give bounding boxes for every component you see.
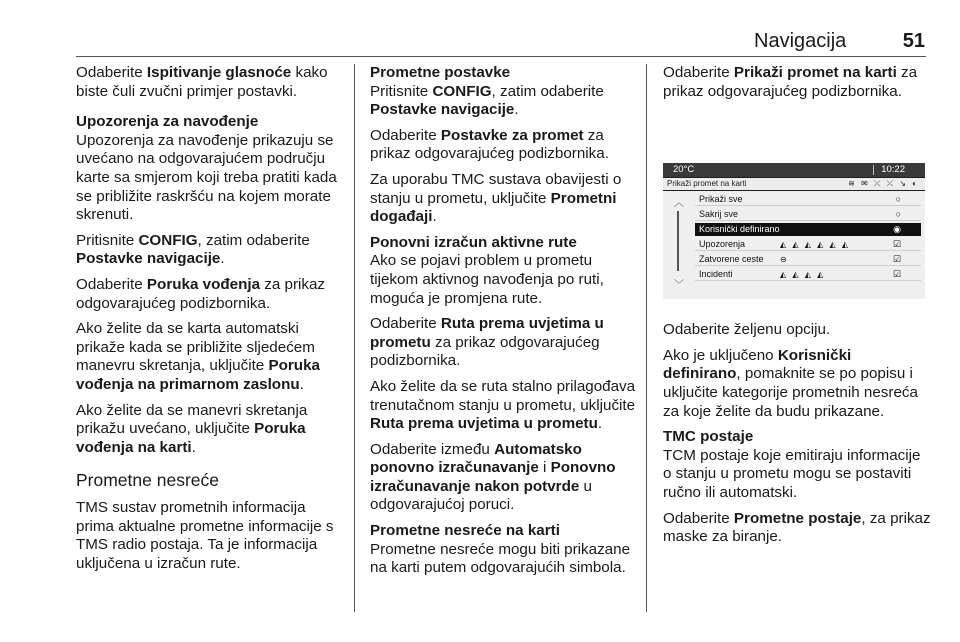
- section-heading: Ponovni izračun aktivne rute: [370, 233, 577, 251]
- infotainment-screenshot: [663, 131, 925, 299]
- paragraph: Odaberite Poruka vođenja za prikaz odgovarajućeg podizbornika.: [76, 275, 326, 312]
- paragraph: Ako želite da se ruta stalno prilagođava trenutačnom stanju u prometu, uključite Ruta prema uvjetima u prometu.: [370, 377, 636, 433]
- status-icons: ≋ ✉ ⤫ ⤫ ↘ ◐: [848, 179, 919, 189]
- menu-item-sakrij-sve[interactable]: Sakrij sve ○: [695, 208, 921, 221]
- column-2: [370, 64, 640, 585]
- menu-item-korisnicki-definirano[interactable]: Korisnički definirano ◉: [695, 223, 921, 236]
- paragraph: Za uporabu TMC sustava obavijesti o stanju u prometu, uključite Prometni događaji.: [370, 170, 622, 226]
- paragraph: Odaberite Postavke za promet za prikaz odgovarajućeg podizbornika.: [370, 126, 609, 163]
- section-heading: TMC postaje: [663, 428, 754, 446]
- menu-title: Prikaži promet na karti: [667, 179, 747, 189]
- temperature-readout: 20°C: [673, 164, 695, 176]
- no-entry-icon: ⊖: [780, 255, 789, 265]
- column-divider: [354, 64, 355, 612]
- scroll-down-icon[interactable]: ﹀: [674, 280, 684, 292]
- section-heading: Prometne nesreće na karti: [370, 522, 560, 540]
- paragraph: Pritisnite CONFIG, zatim odaberite Postavke navigacije.: [370, 82, 604, 119]
- paragraph: Ako želite da se manevri skretanja prikažu uvećano, uključite Poruka vođenja na karti.: [76, 401, 308, 456]
- section-heading: Prometne postavke: [370, 64, 511, 81]
- status-separator: [873, 165, 874, 175]
- checkbox-icon: ☑: [892, 269, 901, 280]
- column-1: [76, 64, 346, 581]
- chapter-title: Navigacija: [754, 30, 847, 52]
- checkbox-icon: ☑: [892, 254, 901, 265]
- device-screen: [663, 163, 925, 299]
- checkbox-icon: ☑: [892, 239, 901, 250]
- radio-icon: ○: [895, 194, 901, 205]
- menu-item-upozorenja[interactable]: Upozorenja ◭ ◭ ◭ ◭ ◭ ◭ ☑: [695, 238, 921, 251]
- paragraph: Odaberite željenu opciju.: [663, 321, 831, 339]
- radio-icon: ○: [895, 209, 901, 220]
- paragraph: Ako je uključeno Korisnički definirano, pomaknite se po popisu i uključite kategorije prometnih nesreća za koje želite da budu prikazane.: [663, 346, 918, 420]
- section-heading: Upozorenja za navođenje: [76, 113, 259, 131]
- paragraph: Ako želite da se karta automatski prikaže kada se približite sljedećem manevru skretanja, uključite Poruka vođenja na primarnom zaslonu.: [76, 320, 320, 393]
- menu-list: [663, 191, 925, 299]
- paragraph: Odaberite između Automatsko ponovno izračunavanje i Ponovno izračunavanje nakon potvrde u odgovarajućoj poruci.: [370, 440, 616, 514]
- screen-title-bar: [663, 178, 925, 190]
- paragraph: Odaberite Prometne postaje, za prikaz maske za biranje.: [663, 509, 931, 546]
- clock-readout: 10:22: [881, 164, 905, 176]
- scroll-control[interactable]: [663, 191, 693, 299]
- paragraph: Ako se pojavi problem u prometu tijekom aktivnog navođenja po ruti, moguća je promjena rute.: [370, 252, 604, 307]
- scrollbar[interactable]: [677, 211, 679, 271]
- paragraph: Odaberite Ruta prema uvjetima u prometu za prikaz odgovarajućeg podizbornika.: [370, 315, 604, 370]
- paragraph: Upozorenja za navođenje prikazuju se uvećano na odgovarajućem području karte sa smjerom koji treba pratiti kada se približite raskršću na kojem morate skrenuti.: [76, 131, 337, 224]
- page-header: [720, 30, 925, 52]
- menu-item-zatvorene-ceste[interactable]: Zatvorene ceste ⊖ ☑: [695, 253, 921, 266]
- column-divider: [646, 64, 647, 612]
- paragraph: TCM postaje koje emitiraju informacije o stanju u prometu mogu se postaviti ručno ili automatski.: [663, 446, 921, 501]
- paragraph: Odaberite Prikaži promet na karti za prikaz odgovarajućeg podizbornika.: [663, 64, 918, 100]
- paragraph: Pritisnite CONFIG, zatim odaberite Postavke navigacije.: [76, 231, 310, 268]
- paragraph: Odaberite Ispitivanje glasnoće kako biste čuli zvučni primjer postavki.: [76, 64, 328, 100]
- radio-selected-icon: ◉: [893, 224, 901, 235]
- paragraph: Prometne nesreće mogu biti prikazane na karti putem odgovarajućih simbola.: [370, 540, 631, 577]
- screen-status-bar: [663, 163, 925, 177]
- incident-icons: ◭ ◭ ◭ ◭: [780, 270, 826, 280]
- warning-icons: ◭ ◭ ◭ ◭ ◭ ◭: [780, 240, 851, 250]
- menu-item-incidenti[interactable]: Incidenti ◭ ◭ ◭ ◭ ☑: [695, 268, 921, 281]
- menu-item-prikazi-sve[interactable]: Prikaži sve ○: [695, 193, 921, 206]
- page-number: 51: [902, 30, 925, 52]
- column-3: [663, 64, 933, 554]
- paragraph: TMS sustav prometnih informacija prima aktualne prometne informacije s TMS radio postaja. Ta je informacija uključena u izračun rute.: [76, 499, 334, 573]
- header-rule: [76, 56, 926, 57]
- scroll-up-icon[interactable]: ︿: [674, 198, 684, 210]
- section-heading: Prometne nesreće: [76, 470, 219, 491]
